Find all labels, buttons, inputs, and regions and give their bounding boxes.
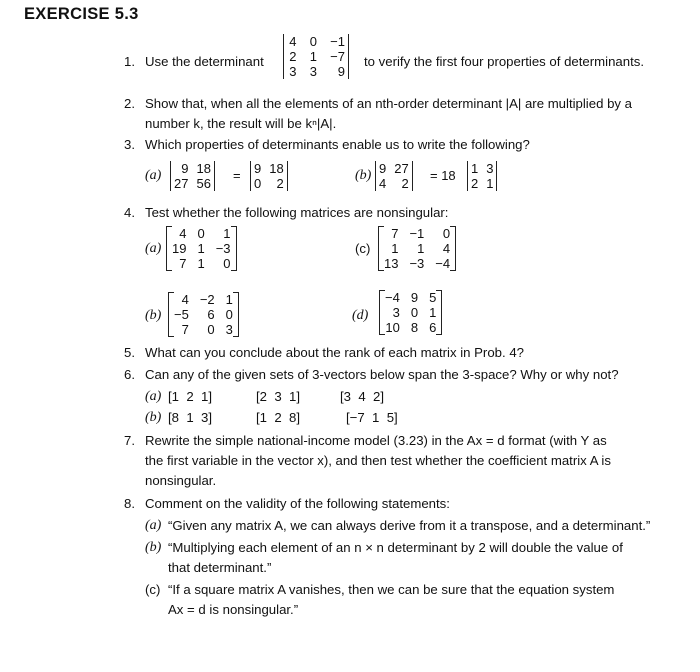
matrix-cell: 5 <box>429 290 437 305</box>
matrix-cell: 3 <box>225 322 233 337</box>
q5-text: What can you conclude about the rank of each matrix in Prob. 4? <box>145 345 524 360</box>
det-cell: 18 <box>269 161 284 176</box>
det-cell: −7 <box>330 49 345 64</box>
matrix-cell: 19 <box>172 241 187 256</box>
matrix-cell: 0 <box>442 226 451 241</box>
q3b-left-det <box>375 161 413 191</box>
det-cell: 3 <box>309 64 317 79</box>
matrix-cell: −3 <box>215 241 231 256</box>
matrix-cell: 10 <box>385 320 400 335</box>
q4-text: Test whether the following matrices are nonsingular: <box>145 205 449 220</box>
matrix-cell: −1 <box>409 226 425 241</box>
det-cell: 56 <box>196 176 211 191</box>
det-cell: 9 <box>337 64 345 79</box>
det-cell: 9 <box>254 161 262 176</box>
det-cell: 1 <box>309 49 317 64</box>
q8c-label: (c) <box>145 582 161 597</box>
det-cell: 1 <box>486 176 494 191</box>
det-cell: 4 <box>289 34 297 49</box>
matrix-cell: −4 <box>435 256 451 271</box>
matrix-cell: 0 <box>197 226 205 241</box>
q6a-vector-1: [1 2 1] <box>168 389 212 404</box>
q8b-line2: that determinant.” <box>168 560 272 575</box>
det-cell: −1 <box>330 34 345 49</box>
matrix-cell: 4 <box>181 292 189 307</box>
q1-determinant <box>283 34 349 79</box>
matrix-cell: 6 <box>429 320 437 335</box>
det-cell: 3 <box>289 64 297 79</box>
q4c-matrix <box>378 226 456 271</box>
det-cell: 2 <box>471 176 479 191</box>
det-cell: 27 <box>174 176 189 191</box>
q3a-label: (a) <box>145 168 162 183</box>
q6-number: 6. <box>124 367 135 382</box>
q6a-label: (a) <box>145 389 162 404</box>
q6b-vector-1: [8 1 3] <box>168 410 212 425</box>
q6a-vector-2: [2 3 1] <box>256 389 300 404</box>
matrix-cell: 1 <box>197 256 205 271</box>
q7-line2: the first variable in the vector x), and then test whether the coefficient matrix A is <box>145 453 611 468</box>
q4a-matrix <box>166 226 237 271</box>
det-cell: 9 <box>181 161 189 176</box>
q4d-label: (d) <box>352 308 369 323</box>
q4b-label: (b) <box>145 308 162 323</box>
det-cell: 2 <box>401 176 409 191</box>
q3b-label: (b) <box>355 168 372 183</box>
matrix-cell: 7 <box>391 226 399 241</box>
q7-number: 7. <box>124 433 135 448</box>
q8b-label: (b) <box>145 540 162 555</box>
q6b-label: (b) <box>145 410 162 425</box>
matrix-cell: 1 <box>391 241 399 256</box>
q3-text: Which properties of determinants enable us to write the following? <box>145 137 530 152</box>
q8c-line1: “If a square matrix A vanishes, then we can be sure that the equation system <box>168 582 615 597</box>
matrix-cell: −2 <box>199 292 215 307</box>
matrix-cell: 4 <box>442 241 451 256</box>
q8-text: Comment on the validity of the following statements: <box>145 496 450 511</box>
det-cell: 2 <box>276 176 284 191</box>
q1-text-before: Use the determinant <box>145 54 264 69</box>
det-cell: 3 <box>486 161 494 176</box>
matrix-cell: 4 <box>179 226 187 241</box>
matrix-cell: −5 <box>174 307 189 322</box>
matrix-cell: 1 <box>225 292 233 307</box>
q8a-label: (a) <box>145 518 162 533</box>
matrix-cell: 3 <box>392 305 400 320</box>
q7-line1: Rewrite the simple national-income model (3.23) in the Ax = d format (with Y as <box>145 433 607 448</box>
q4b-matrix <box>168 292 239 337</box>
q5-number: 5. <box>124 345 135 360</box>
matrix-cell: 7 <box>179 256 187 271</box>
matrix-cell: −3 <box>409 256 425 271</box>
q4a-label: (a) <box>145 241 162 256</box>
q8b-line1: “Multiplying each element of an n × n determinant by 2 will double the value of <box>168 540 623 555</box>
q6b-vector-3: [−7 1 5] <box>346 410 398 425</box>
matrix-cell: 1 <box>417 241 425 256</box>
exercise-title: EXERCISE 5.3 <box>24 5 139 23</box>
q7-line3: nonsingular. <box>145 473 217 488</box>
det-cell: 9 <box>379 161 387 176</box>
q8-number: 8. <box>124 496 135 511</box>
q4-number: 4. <box>124 205 135 220</box>
q3b-right-det <box>467 161 497 191</box>
q1-text-after: to verify the first four properties of determinants. <box>364 54 644 69</box>
q8a-statement: “Given any matrix A, we can always derive from it a transpose, and a determinant.” <box>168 518 651 533</box>
det-cell: 0 <box>309 34 317 49</box>
det-cell: 18 <box>196 161 211 176</box>
det-cell: 4 <box>379 176 387 191</box>
matrix-cell: 0 <box>207 322 215 337</box>
q3a-left-det <box>170 161 215 191</box>
det-cell: 2 <box>289 49 297 64</box>
q3a-right-det <box>250 161 288 191</box>
matrix-cell: 7 <box>181 322 189 337</box>
matrix-cell: 1 <box>197 241 205 256</box>
equals-sign: = <box>233 168 241 183</box>
matrix-cell: 8 <box>410 320 419 335</box>
det-cell: 1 <box>471 161 479 176</box>
q2-line2: number k, the result will be kⁿ|A|. <box>145 116 337 131</box>
q1-number: 1. <box>124 54 135 69</box>
q6b-vector-2: [1 2 8] <box>256 410 300 425</box>
det-cell: 27 <box>394 161 409 176</box>
matrix-cell: 1 <box>223 226 231 241</box>
equals-eighteen: = 18 <box>430 168 456 183</box>
q3-number: 3. <box>124 137 135 152</box>
matrix-cell: 13 <box>384 256 399 271</box>
matrix-cell: 1 <box>429 305 437 320</box>
q4c-label: (c) <box>355 241 371 256</box>
q8c-line2: Ax = d is nonsingular.” <box>168 602 299 617</box>
q4d-matrix <box>379 290 442 335</box>
det-cell: 0 <box>254 176 262 191</box>
matrix-cell: 9 <box>410 290 419 305</box>
matrix-cell: 0 <box>225 307 233 322</box>
matrix-cell: −4 <box>385 290 400 305</box>
q6-text: Can any of the given sets of 3-vectors below span the 3-space? Why or why not? <box>145 367 619 382</box>
q2-line1: Show that, when all the elements of an nth-order determinant |A| are multiplied by a <box>145 96 632 111</box>
matrix-cell: 0 <box>223 256 231 271</box>
q2-number: 2. <box>124 96 135 111</box>
matrix-cell: 6 <box>207 307 215 322</box>
q6a-vector-3: [3 4 2] <box>340 389 384 404</box>
matrix-cell: 0 <box>410 305 419 320</box>
